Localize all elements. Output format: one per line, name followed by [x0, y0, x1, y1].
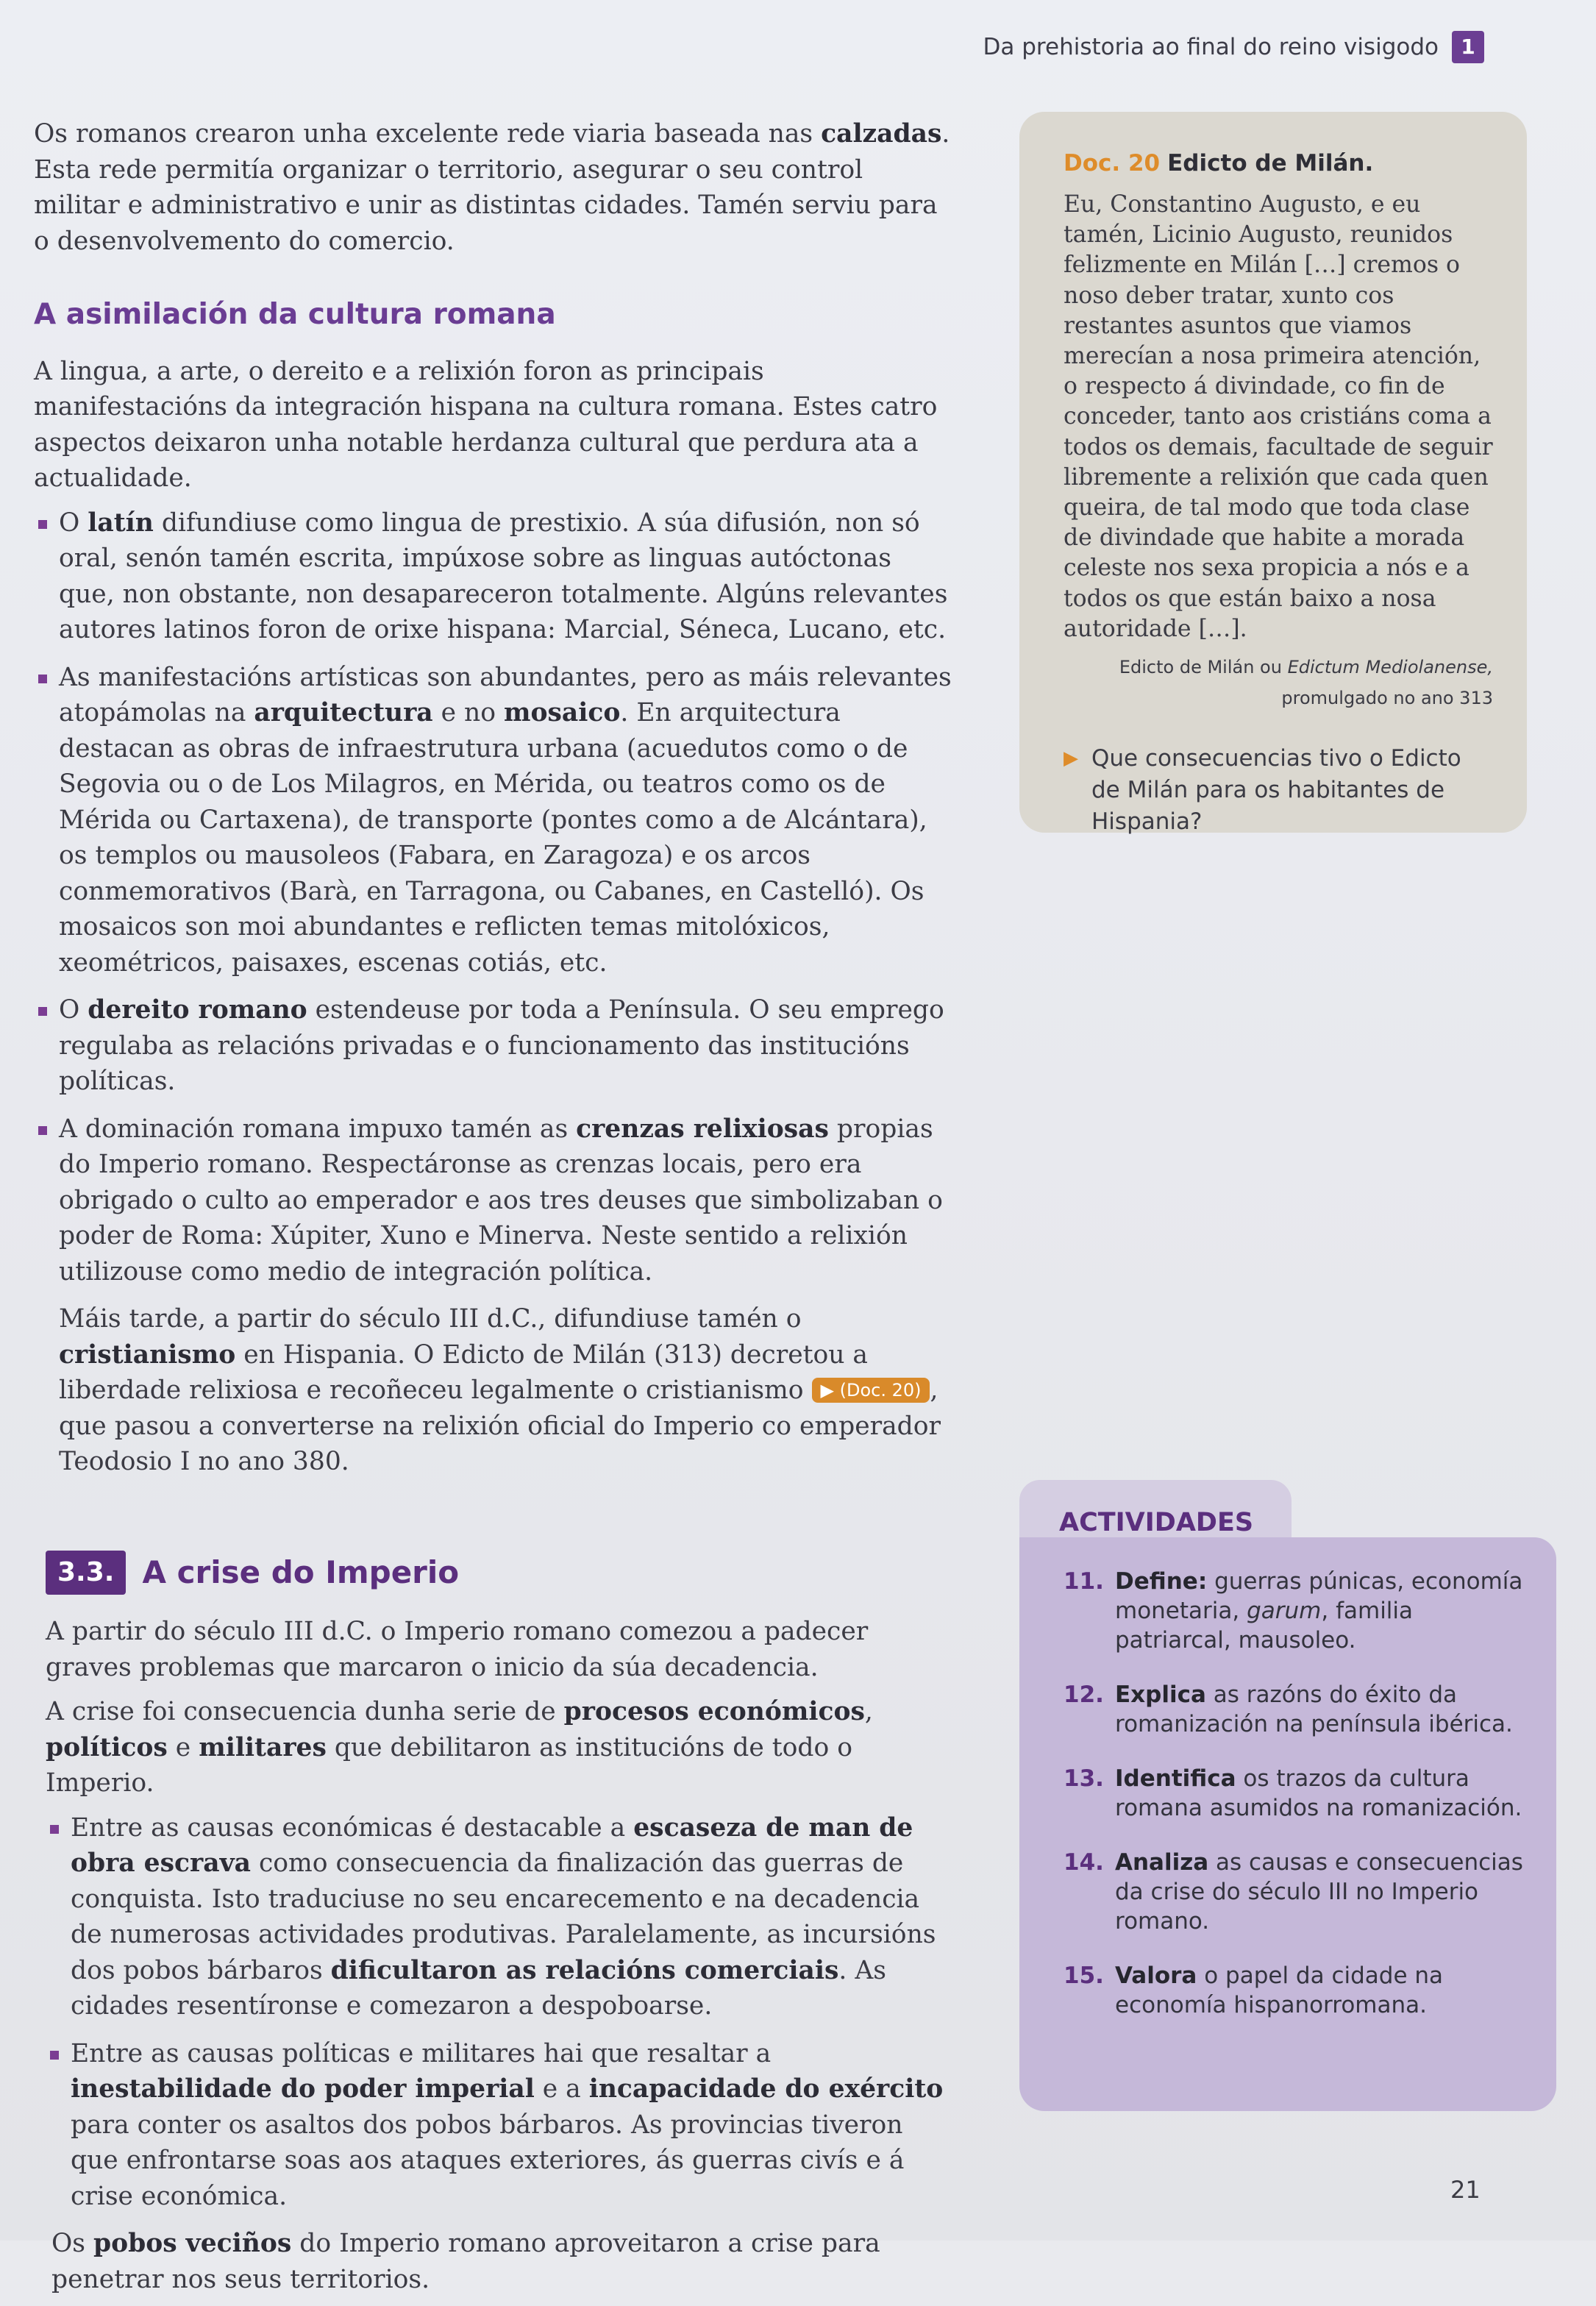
text-run: Entre as causas políticas e militares hai que resaltar a	[71, 2038, 772, 2068]
bold-term: políticos	[46, 1732, 168, 1762]
text-run: Máis tarde, a partir do século III d.C., difundiuse tamén o	[59, 1304, 802, 1334]
crise-paragraph-2	[34, 1694, 953, 1801]
text-run: difundiuse como lingua de prestixio. A súa difusión, non só oral, senón tamén escrita, impúxose sobre as linguas autóctonas que, non obstante, non desapareceron totalmente. Algúns relevantes autores latinos foron de orixe hispana: Marcial, Séneca, Lucano, etc.	[59, 508, 948, 644]
text-run: para conter os asaltos dos pobos bárbaros. As provincias tiveron que enfrontarse soas aos ataques exteriores, ás guerras civís e á crise económica.	[71, 2110, 905, 2211]
activity-item: 14. Analiza as causas e consecuencias da crise do século III no Imperio romano.	[1064, 1849, 1523, 1935]
crise-paragraph-1: A partir do século III d.C. o Imperio romano comezou a padecer graves problemas que marcaron o inicio da súa decadencia.	[46, 1617, 869, 1682]
activities-title: ACTIVIDADES	[1059, 1508, 1254, 1537]
bold-term: arquitectura	[254, 698, 433, 727]
text-run: en Hispania. O Edicto de Milán (313) decretou a liberdade relixiosa e recoñeceu legalmente o cristianismo	[59, 1339, 869, 1405]
text-run: do Imperio romano aproveitaron a crise para penetrar nos seus territorios.	[51, 2229, 880, 2294]
bold-term: calzadas	[821, 119, 942, 149]
list-item-relixion-continuation: Máis tarde, a partir do século III d.C., difundiuse tamén o cristianismo en Hispania. O Edicto de Milán (313) decretou a liberdade relixiosa e recoñeceu legalmente o cristianismo ▶ (Doc. 20) , que pasou a converterse na relixión oficial do Imperio co emperador Teodosio I no ano 380.	[59, 1304, 941, 1476]
running-head	[983, 31, 1484, 63]
main-column	[34, 116, 953, 2306]
document-source: Edicto de Milán ou Edictum Mediolanense, promulgado no ano 313	[1119, 657, 1493, 709]
doc-20-link[interactable]: ▶ (Doc. 20)	[812, 1378, 930, 1403]
text-run: estendeuse por toda a Península. O seu emprego regulaba as relacións privadas e o funcionamento das institucións políticas.	[59, 995, 944, 1096]
text-run: e	[167, 1732, 199, 1762]
section-number: 3.3.	[46, 1551, 126, 1595]
list-item-economicas	[46, 1810, 953, 2024]
text-run: e no	[432, 698, 504, 727]
section-heading-crise	[46, 1551, 953, 1595]
text-run: . Esta rede permitía organizar o territorio, asegurar o seu control militar e administrativo e unir as distintas cidades. Tamén serviu para o desenvolvemento do comercio.	[34, 119, 950, 256]
text-run: como consecuencia da finalización das guerras de conquista. Isto traduciuse no seu encarecemento e na decadencia de numerosas actividades produtivas. Paralelamente, as incursións dos pobos bárbaros	[71, 1848, 936, 1985]
text-run: e a	[534, 2074, 589, 2104]
activity-item: 13. Identifica os trazos da cultura romana asumidos na romanización.	[1064, 1765, 1522, 1821]
document-title: Edicto de Milán.	[1167, 150, 1374, 177]
text-run: O	[59, 995, 88, 1025]
text-run: A crise foi consecuencia dunha serie de	[46, 1697, 564, 1726]
activity-item: 11. Define: guerras púnicas, economía monetaria, garum, familia patriarcal, mausoleo.	[1064, 1568, 1523, 1654]
bold-term: pobos veciños	[93, 2229, 292, 2258]
list-item-relixion	[34, 1111, 953, 1290]
text-run: A dominación romana impuxo tamén as	[59, 1114, 577, 1144]
document-heading	[1064, 150, 1493, 177]
bold-term: incapacidade do exército	[588, 2074, 944, 2104]
bold-term: procesos económicos	[563, 1697, 865, 1726]
activity-item: 12. Explica as razóns do éxito da romanización na península ibérica.	[1064, 1682, 1513, 1737]
bold-term: militares	[199, 1732, 327, 1762]
bullet-marker	[38, 520, 47, 529]
list-item-latin	[34, 505, 953, 648]
bold-term: dereito romano	[88, 995, 307, 1025]
activity-item: 15. Valora o papel da cidade na economía hispanorromana.	[1064, 1962, 1444, 2018]
bold-term: inestabilidade do poder imperial	[71, 2074, 535, 2104]
text-run: . En arquitectura destacan as obras de infraestrutura urbana (acuedutos como o de Segovia ou o de Los Milagros, en Mérida, ou teatros como os de Mérida ou Cartaxena), de transporte (pontes como a de Alcántara), os templos ou mausoleos (Fabara, en Zaragoza) e os arcos conmemorativos (Barà, en Tarragona, ou Cabanes, en Castelló). Os mosaicos son moi abundantes e reflicten temas mitolóxicos, xeométricos, paisaxes, escenas cotiás, etc.	[59, 698, 927, 978]
text-run: As manifestacións artísticas son abundantes, pero as máis relevantes atopámolas na	[59, 662, 952, 727]
list-item-dereito	[34, 992, 953, 1100]
text-run: ,	[864, 1697, 873, 1726]
document-label: Doc. 20	[1064, 150, 1161, 177]
document-question: ▶ Que consecuencias tivo o Edicto de Milán para os habitantes de Hispania?	[1064, 743, 1493, 838]
bullet-marker	[38, 1126, 47, 1135]
asimilacion-intro: A lingua, a arte, o dereito e a relixión foron as principais manifestacións da integración hispana na cultura romana. Estes catro aspectos deixaron unha notable herdanza cultural que perdura ata a actualidade.	[34, 356, 938, 493]
document-text: Eu, Constantino Augusto, e eu tamén, Licinio Augusto, reunidos felizmente en Milán […] cremos o noso deber tratar, xunto cos restantes asuntos que viamos merecían a nosa primeira atención, o respecto á divindade, co fin de conceder, tanto aos cristiáns coma a todos os demais, facultade de seguir libremente a relixión que cada quen queira, de tal modo que toda clase de divindade que habite a morada celeste nos sexa propicia a nós e a todos os que están baixo a nosa autoridade […].	[1064, 191, 1493, 642]
chapter-badge: 1	[1452, 31, 1484, 63]
text-run: . As cidades resentíronse e comezaron a despoboarse.	[71, 1955, 886, 2021]
bullet-marker	[50, 1825, 59, 1834]
bullet-marker	[38, 1007, 47, 1016]
text-run: Os	[51, 2229, 93, 2258]
text-run: propias do Imperio romano. Respectáronse as crenzas locais, pero era obrigado o culto ao emperador e aos tres deuses que simbolizaban o poder de Roma: Xúpiter, Xuno e Minerva. Neste sentido a relixión utilizouse como medio de integración política.	[59, 1114, 943, 1287]
intro-paragraph	[34, 116, 953, 259]
activities-list	[1064, 1567, 1534, 2045]
section-heading-asimilacion: A asimilación da cultura romana	[34, 298, 556, 331]
crise-paragraph-3	[34, 2226, 953, 2297]
section-title: A crise do Imperio	[142, 1554, 460, 1590]
running-head-title: Da prehistoria ao final do reino visigodo	[983, 34, 1439, 60]
bold-term: mosaico	[503, 698, 621, 727]
bullet-marker	[38, 675, 47, 683]
text-run: Entre as causas económicas é destacable a	[71, 1812, 634, 1843]
document-box	[1019, 112, 1527, 836]
triangle-icon: ▶	[1064, 747, 1078, 770]
bold-term: crenzas relixiosas	[576, 1114, 829, 1144]
bold-term: dificultaron as relacións comerciais	[330, 1955, 839, 1985]
bold-term: escaseza de man de obra escrava	[71, 1812, 913, 1878]
page-number: 21	[1450, 2176, 1481, 2204]
list-item-arte	[34, 660, 953, 981]
bold-term: cristianismo	[59, 1339, 236, 1370]
text-run: Os romanos crearon unha excelente rede viaria baseada nas	[34, 119, 822, 149]
bullet-marker	[50, 2051, 59, 2060]
text-run: O	[59, 508, 88, 538]
text-run: que debilitaron as institucións de todo o Imperio.	[46, 1732, 852, 1798]
list-item-politicas	[46, 2036, 953, 2215]
bold-term: latín	[88, 508, 154, 538]
